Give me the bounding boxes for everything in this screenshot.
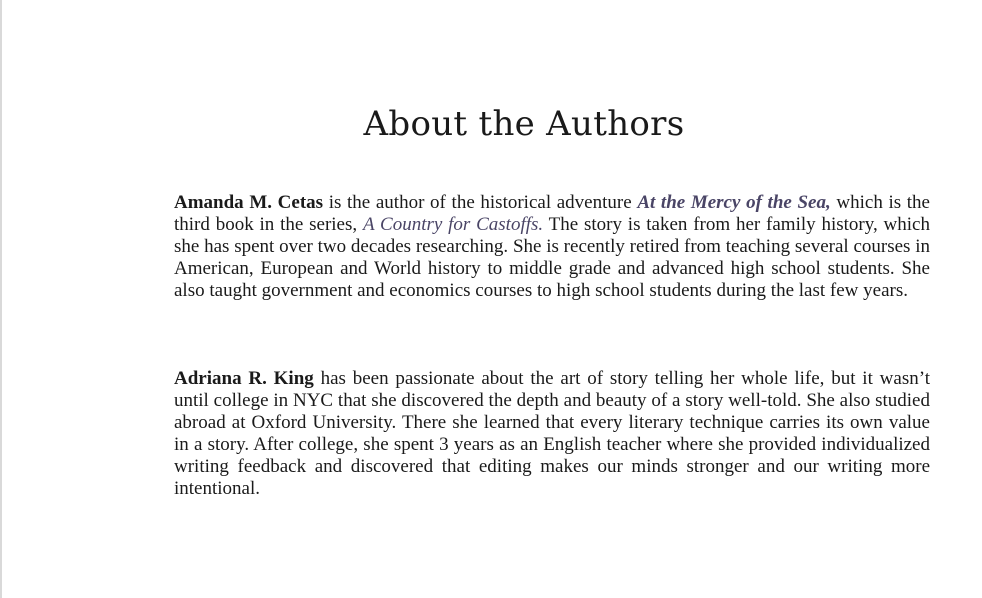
bio-text-c: The story is taken from her family history, which she has spent over two decades researching. She is recently retired from teaching several courses in American, European and World history to middle grade and advanced high school students. She also taught government and economics courses to high school students during the last few years. (174, 214, 930, 301)
book-title: At the Mercy of the Sea, (637, 192, 831, 213)
bio-text-a: is the author of the historical adventure (323, 192, 638, 213)
page-title: About the Authors (363, 104, 685, 144)
series-title: A Country for Castoffs. (362, 214, 544, 235)
author-name-adriana: Adriana R. King (174, 368, 314, 389)
author-bio-amanda (174, 192, 930, 302)
author-bio-adriana (174, 368, 930, 500)
bio-text: has been passionate about the art of story telling her whole life, but it wasn’t until college in NYC that she discovered the depth and beauty of a story well-told. She also studied abroad at Oxford University. There she learned that every literary technique carries its own value in a story. After college, she spent 3 years as an English teacher where she provided individualized writing feedback and discovered that editing makes our minds stronger and our writing more intentional. (174, 368, 930, 499)
author-name-amanda: Amanda M. Cetas (174, 192, 324, 213)
bio-text-b: which is the third book in the series, (174, 192, 930, 235)
